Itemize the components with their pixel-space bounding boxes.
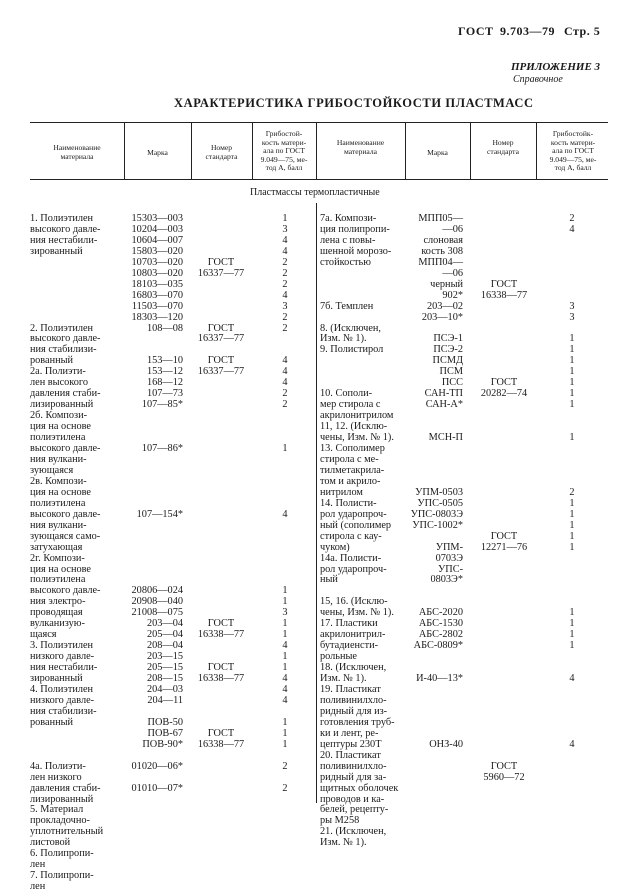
left-material-names: 1. Полиэтилен высокого давле- ния нестабили- зированный 2. Полиэтилен высокого давле- ния стабилизи- рованный 2а. Полиэти- лен высокого давления стаби- лизированный 2б. Компози- ция на основе полиэтилена высокого давле- ния вулкани- зующаяся 2в. Компози- ция на основе полиэтилена высокого давле- ния вулкани- зующаяся само- затухающая 2г. Компози- ция на основе полиэтилена высокого давле- ния электро- проводящая вулканизую- щаяся 3. Полиэтилен низкого давле- ния нестабили- зированный 4. Полиэтилен низкого давле- ния стабилизи- рованный 4а. Полиэти- лен низкого давления стаби- лизированный 5. Материал прокладочно- уплотнительный листовой 6. Полипропи- лен 7. Полипропи- лен — [30, 213, 104, 893]
appendix-type: Справочное — [513, 74, 563, 85]
table-header-rule — [30, 179, 608, 180]
column-header-standard-right: Номер стандарта — [487, 138, 519, 156]
column-header-grade-right: Грибостойк- кость матери- ала по ГОСТ 9.049—75, ме- тод А, балл — [549, 129, 597, 173]
table-top-rule — [30, 122, 608, 123]
column-header-mark-right: Марка — [427, 148, 448, 157]
right-grade-list: 2 4 3 3 1 1 1 1 1 1 1 1 2 1 1 1 1 1 1 1 1 1 4 4 — [569, 213, 575, 750]
column-header-name-right: Наименование материала — [336, 138, 385, 156]
column-divider-center — [316, 203, 317, 803]
column-header-name: Наименование материала — [53, 143, 101, 161]
column-header-standard: Номер стандарта — [205, 143, 238, 161]
header-standard-number: 9.703—79 — [500, 24, 555, 38]
column-header-mark: Марка — [147, 148, 168, 157]
appendix-label: ПРИЛОЖЕНИЕ 3 — [511, 61, 601, 73]
left-standard-list: ГОСТ 16337—77 ГОСТ 16337—77 ГОСТ 16337—77 ГОСТ 16338—77 ГОСТ 16338—77 ГОСТ 16338—77 — [197, 256, 245, 750]
header-page-number: Стр. 5 — [564, 24, 601, 38]
left-grade-list: 1 3 4 4 2 2 2 4 3 2 2 4 4 4 2 2 1 4 1 1 3 1 1 4 1 1 4 4 4 1 1 1 2 2 — [282, 213, 288, 794]
column-divider — [124, 122, 125, 179]
column-divider — [191, 122, 192, 179]
page-title: ХАРАКТЕРИСТИКА ГРИБОСТОЙКОСТИ ПЛАСТМАСС — [174, 96, 534, 110]
column-divider — [470, 122, 471, 179]
column-header-grade: Грибостой- кость матери- ала по ГОСТ 9.049—75, ме- тод А, балл — [260, 129, 308, 173]
right-material-names: 7а. Компози- ция полипропи- лена с повы- шенной морозо- стойкостью 7б. Темплен 8. (Исключен, Изм. № 1). 9. Полистирол 10. Сополи- мер стирола с акрилонитрилом 11, 12. (Исклю- чены, Изм. № 1). 13. Сополимер стирола с ме- тилметакрила- том и акрило- нитрилом 14. Полисти- рол ударопроч- ный (сополимер стирола с кау- чуком) 14а. Полисти- рол ударопроч- ный 15, 16. (Исклю- чены, Изм. № 1). 17. Пластики акрилонитрил- бутадиенсти- рольные 18. (Исключен, Изм. № 1). 19. Пластикат поливинилхло- ридный для из- готовления труб- ки и лент, ре- цептуры 230Т 20. Пластикат поливинилхло- ридный для за- щитных оболочек проводов и ка- белей, рецепту- ры М258 21. (Исключен, Изм. № 1). — [320, 213, 399, 849]
column-divider — [405, 122, 406, 179]
section-heading: Пластмассы термопластичные — [250, 187, 380, 198]
header-gost: ГОСТ — [458, 24, 494, 38]
column-divider-center — [316, 122, 317, 179]
left-mark-list: 15303—003 10204—003 10604—007 15803—020 10703—020 10803—020 18103—035 16803—070 11503—070 18303—120 108—08 153—10 153—12 168—12 107—73 107—85* 107—86* 107—154* 20806—024 20908—040 21008—075 203—04 205—04 208—04 203—15 205—15 208—15 204—03 204—11 ПОВ-50 ПОВ-67 ПОВ-90* 01020—06* 01010—07* — [131, 213, 183, 794]
right-standard-list: ГОСТ 16338—77 ГОСТ 20282—74 ГОСТ 12271—76 ГОСТ 5960—72 — [480, 278, 528, 783]
right-mark-list: МПП05— —06 слоновая кость 308 МПП04— —06 черный 902* 203—02 203—10* ПСЭ-1 ПСЭ-2 ПСМД ПСМ ПСС САН-ТП САН-А* МСН-П УПМ-0503 УПС-0505 УПС-0803Э УПС-1002* УПМ- 0703Э УПС- 0803Э* АБС-2020 АБС-1530 АБС-2802 АБС-0809* И-40—13* ОНЗ-40 — [410, 213, 463, 750]
